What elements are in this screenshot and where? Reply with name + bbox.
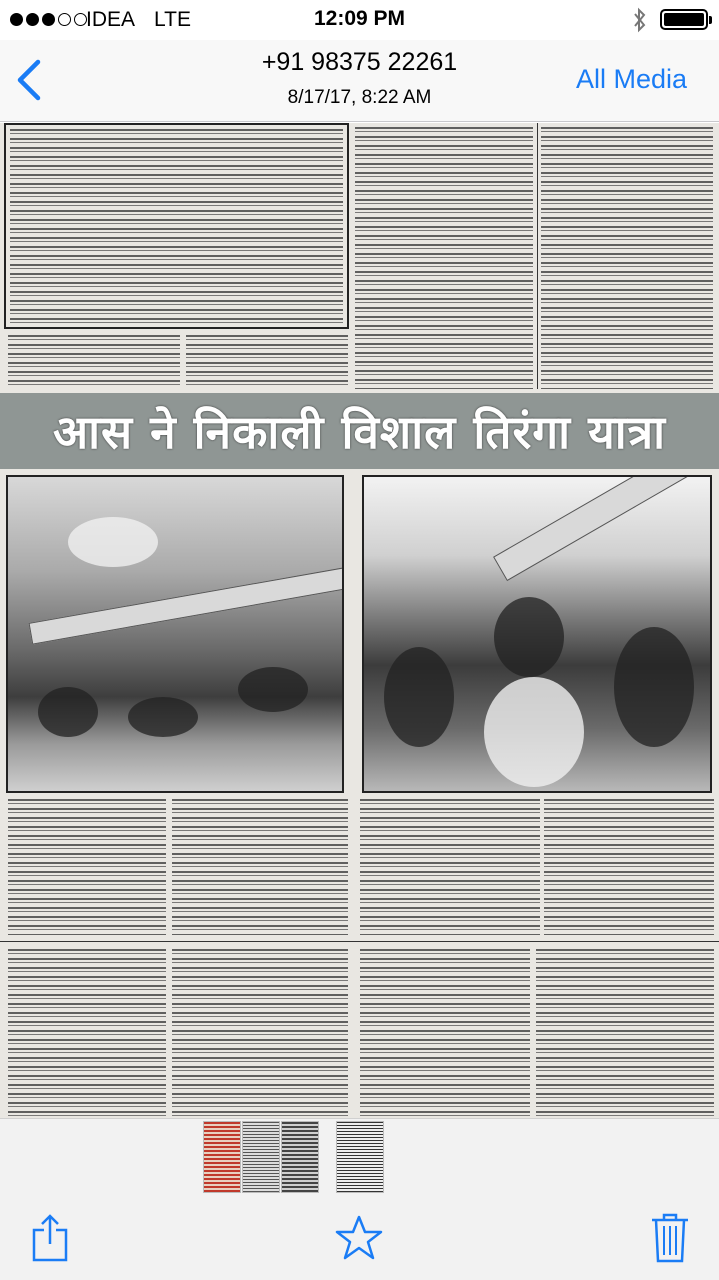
media-thumbnail-selected[interactable] — [281, 1121, 319, 1193]
carrier-name: IDEA — [86, 8, 136, 31]
article-text — [536, 949, 714, 1117]
article-text — [172, 949, 348, 1117]
article-text — [360, 949, 530, 1117]
article-text — [10, 129, 343, 323]
status-bar — [0, 0, 719, 40]
article-text — [360, 799, 540, 935]
navigation-bar — [0, 40, 719, 122]
crowd-shape — [238, 667, 308, 712]
article-text — [186, 335, 348, 389]
bluetooth-icon — [632, 7, 648, 33]
media-thumbnail[interactable] — [242, 1121, 280, 1193]
article-text — [541, 127, 713, 389]
thumbnail-strip — [0, 1118, 719, 1200]
article-text — [355, 127, 533, 389]
section-rule — [0, 941, 719, 942]
media-thumbnail[interactable] — [336, 1121, 384, 1193]
article-text — [8, 949, 166, 1117]
person-shape — [614, 627, 694, 747]
newspaper-image[interactable] — [0, 123, 719, 1118]
article-text — [8, 335, 180, 389]
headline-banner — [0, 393, 719, 469]
newspaper-columns — [0, 123, 719, 1118]
rally-photo-left — [6, 475, 344, 793]
person-shirt-shape — [484, 677, 584, 787]
headline-text: आस ने निकाली विशाल तिरंगा यात्रा — [52, 405, 667, 459]
sky-shape — [68, 517, 158, 567]
scooter-shape — [128, 697, 198, 737]
column-rule — [537, 123, 538, 389]
star-icon[interactable] — [334, 1214, 384, 1262]
share-icon[interactable] — [30, 1212, 70, 1264]
battery-icon — [660, 9, 708, 30]
person-shape — [494, 597, 564, 677]
status-time: 12:09 PM — [313, 7, 406, 30]
article-text — [8, 799, 166, 935]
message-timestamp: 8/17/17, 8:22 AM — [287, 87, 432, 108]
article-text — [544, 799, 714, 935]
article-text — [172, 799, 348, 935]
network-type: LTE — [154, 8, 191, 31]
battery-fill — [664, 13, 704, 26]
rally-photo-right — [362, 475, 712, 793]
crowd-shape — [38, 687, 98, 737]
all-media-button[interactable]: All Media — [575, 64, 687, 94]
trash-icon[interactable] — [650, 1212, 690, 1264]
contact-number-title: +91 98375 22261 — [261, 48, 458, 76]
flag-banner — [493, 475, 712, 581]
media-thumbnail[interactable] — [203, 1121, 241, 1193]
bottom-toolbar — [0, 1200, 719, 1280]
flag-banner — [29, 567, 344, 644]
person-shape — [384, 647, 454, 747]
